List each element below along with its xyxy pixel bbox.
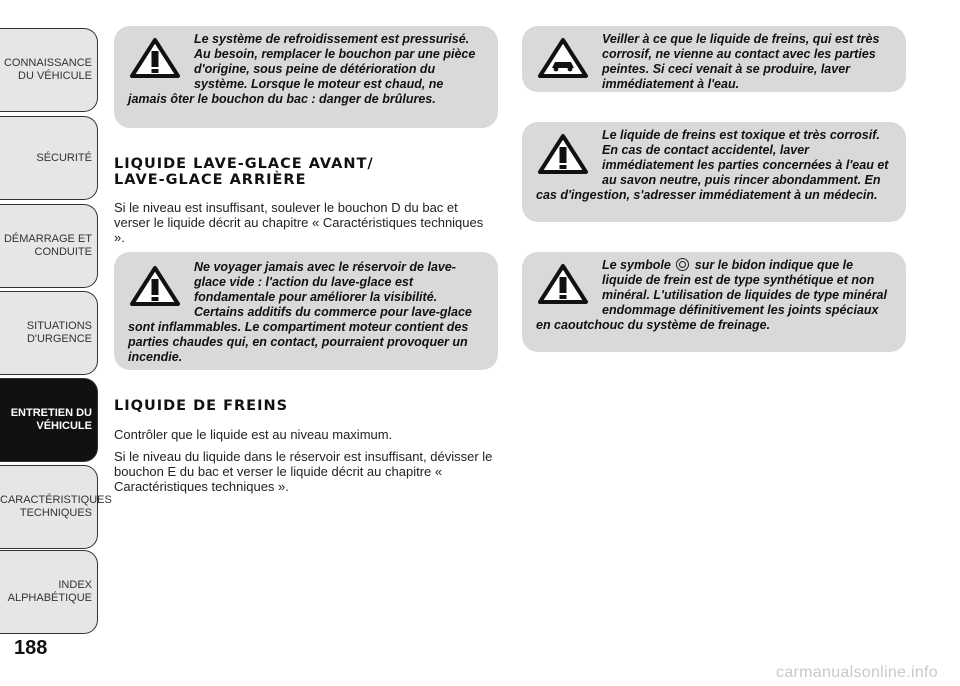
page-number: 188 bbox=[14, 637, 48, 659]
watermark: carmanualsonline.info bbox=[776, 664, 938, 681]
warning-toxic-brake-fluid: Le liquide de freins est toxique et très corrosif. En cas de contact accidentel, laver immédiatement les parties concernées à l'eau et au savon neutre, puis rincer abondamment. En cas d'ingestion, s'adresser immédiatement à un médecin. bbox=[522, 122, 906, 222]
tab-securite[interactable]: SÉCURITÉ bbox=[0, 116, 98, 200]
car-paint-warning-icon bbox=[536, 36, 594, 82]
section-heading-lave-glace: LIQUIDE LAVE-GLACE AVANT/ LAVE-GLACE ARRIÈRE bbox=[114, 156, 374, 188]
tab-caracteristiques[interactable]: CARACTÉRISTIQUES TECHNIQUES bbox=[0, 465, 98, 549]
section-heading-freins: LIQUIDE DE FREINS bbox=[114, 398, 289, 414]
paragraph-freins-niveau: Contrôler que le liquide est au niveau maximum. bbox=[114, 427, 393, 442]
warning-triangle-icon bbox=[128, 36, 186, 82]
warning-synthetic-fluid: Le symbole sur le bidon indique que le liquide de frein est de type synthétique et non minéral. L'utilisation de liquides de type minéral endommage définitivement les joints spéciaux en caoutchouc du système de freinage. bbox=[522, 252, 906, 352]
tab-demarrage[interactable]: DÉMARRAGE ET CONDUITE bbox=[0, 204, 98, 288]
tab-entretien[interactable]: ENTRETIEN DU VÉHICULE bbox=[0, 378, 98, 462]
tab-urgence[interactable]: SITUATIONS D'URGENCE bbox=[0, 291, 98, 375]
warning-triangle-icon bbox=[536, 262, 594, 308]
synthetic-fluid-symbol-icon bbox=[676, 258, 689, 271]
warning-corrosive-paint: Veiller à ce que le liquide de freins, qui est très corrosif, ne vienne au contact avec les parties peintes. Si ceci venait à se produire, laver immédiatement à l'eau. bbox=[522, 26, 906, 92]
paragraph-freins-remplissage: Si le niveau du liquide dans le réservoir est insuffisant, dévisser le bouchon E du bac et verser le liquide décrit au chapitre « Caractéristiques techniques ». bbox=[114, 449, 493, 494]
warning-triangle-icon bbox=[536, 132, 594, 178]
warning-triangle-icon bbox=[128, 264, 186, 310]
tab-index[interactable]: INDEX ALPHABÉTIQUE bbox=[0, 550, 98, 634]
tab-connaissance[interactable]: CONNAISSANCE DU VÉHICULE bbox=[0, 28, 98, 112]
warning-lave-glace: Ne voyager jamais avec le réservoir de lave-glace vide : l'action du lave-glace est fondamentale pour améliorer la visibilité. Certains additifs du commerce pour lave-glace sont inflammables. Le compartiment moteur contient des parties chaudes qui, en contact, pourraient provoquer un incendie. bbox=[114, 252, 498, 370]
warning-cooling-system: Le système de refroidissement est pressurisé. Au besoin, remplacer le bouchon par une pièce d'origine, sous peine de détérioration du système. Lorsque le moteur est chaud, ne jamais ôter le bouchon du bac : danger de brûlures. bbox=[114, 26, 498, 128]
paragraph-lave-glace: Si le niveau est insuffisant, soulever le bouchon D du bac et verser le liquide décrit au chapitre « Caractéristiques techniques ». bbox=[114, 200, 484, 245]
